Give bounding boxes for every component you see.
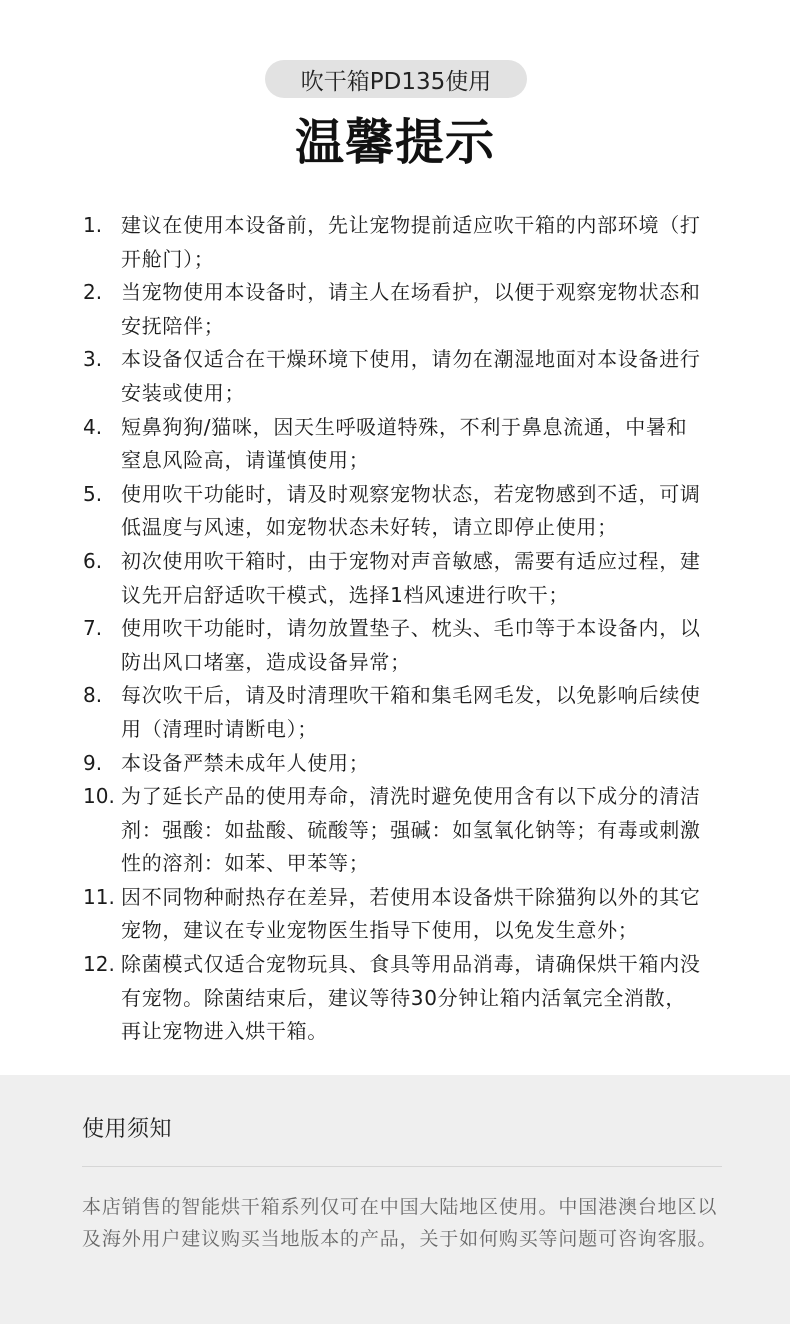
tip-number: 4. — [83, 414, 103, 439]
notice-divider — [82, 1166, 722, 1167]
tip-text: 建议在使用本设备前，先让宠物提前适应吹干箱的内部环境（打开舱门）； — [121, 213, 701, 271]
tip-text: 使用吹干功能时，请勿放置垫子、枕头、毛巾等于本设备内，以防出风口堵塞，造成设备异常； — [121, 616, 701, 674]
tip-text: 每次吹干后，请及时清理吹干箱和集毛网毛发，以免影响后续使用（清理时请断电）； — [121, 683, 701, 741]
list-item — [83, 411, 713, 478]
list-item — [83, 343, 713, 410]
page-title: 温馨提示 — [294, 114, 495, 171]
list-item — [83, 478, 713, 545]
notice-text: 本店销售的智能烘干箱系列仅可在中国大陆地区使用。中国港澳台地区以及海外用户建议购买当地版本的产品，关于如何购买等问题可咨询客服。 — [82, 1196, 718, 1250]
list-item — [83, 276, 713, 343]
tip-text: 当宠物使用本设备时，请主人在场看护，以便于观察宠物状态和安抚陪伴； — [121, 280, 701, 338]
notice-heading: 使用须知 — [82, 1117, 173, 1142]
tip-text: 为了延长产品的使用寿命，清洗时避免使用含有以下成分的清洁剂：强酸：如盐酸、硫酸等；强碱：如氢氧化钠等；有毒或刺激性的溶剂：如苯、甲苯等； — [121, 784, 701, 876]
tip-number: 2. — [83, 280, 103, 305]
tip-number: 3. — [83, 347, 103, 372]
tip-text: 本设备严禁未成年人使用； — [121, 750, 370, 775]
list-item — [83, 747, 713, 781]
list-item — [83, 612, 713, 679]
tip-number: 12. — [83, 952, 115, 977]
tip-number: 7. — [83, 616, 103, 641]
list-item — [83, 780, 713, 881]
tip-number: 8. — [83, 683, 103, 708]
tip-number: 5. — [83, 481, 103, 506]
tip-text: 使用吹干功能时，请及时观察宠物状态，若宠物感到不适，可调低温度与风速，如宠物状态未好转，请立即停止使用； — [121, 481, 701, 540]
tip-text: 因不同物种耐热存在差异，若使用本设备烘干除猫狗以外的其它宠物，建议在专业宠物医生指导下使用，以免发生意外； — [121, 884, 701, 943]
tip-number: 6. — [83, 548, 103, 573]
tip-number: 9. — [83, 750, 103, 775]
product-pill-label: 吹干箱PD135使用 — [265, 60, 527, 98]
list-item — [83, 679, 713, 746]
list-item — [83, 209, 713, 276]
tip-number: 10. — [83, 784, 115, 809]
tip-number: 1. — [83, 213, 103, 237]
tip-number: 11. — [83, 884, 115, 909]
tip-text: 初次使用吹干箱时，由于宠物对声音敏感，需要有适应过程，建议先开启舒适吹干模式，选择1档风速进行吹干； — [121, 548, 701, 607]
tip-text: 本设备仅适合在干燥环境下使用，请勿在潮湿地面对本设备进行安装或使用； — [121, 347, 701, 405]
notice-section — [0, 1075, 790, 1324]
tip-text: 短鼻狗狗/猫咪，因天生呼吸道特殊，不利于鼻息流通，中暑和窒息风险高，请谨慎使用； — [121, 414, 688, 473]
tip-text: 除菌模式仅适合宠物玩具、食具等用品消毒，请确保烘干箱内没有宠物。除菌结束后，建议等待30分钟让箱内活氧完全消散，再让宠物进入烘干箱。 — [121, 952, 701, 1044]
tips-list — [83, 209, 713, 1049]
list-item — [83, 948, 713, 1049]
list-item — [83, 881, 713, 948]
list-item — [83, 545, 713, 612]
